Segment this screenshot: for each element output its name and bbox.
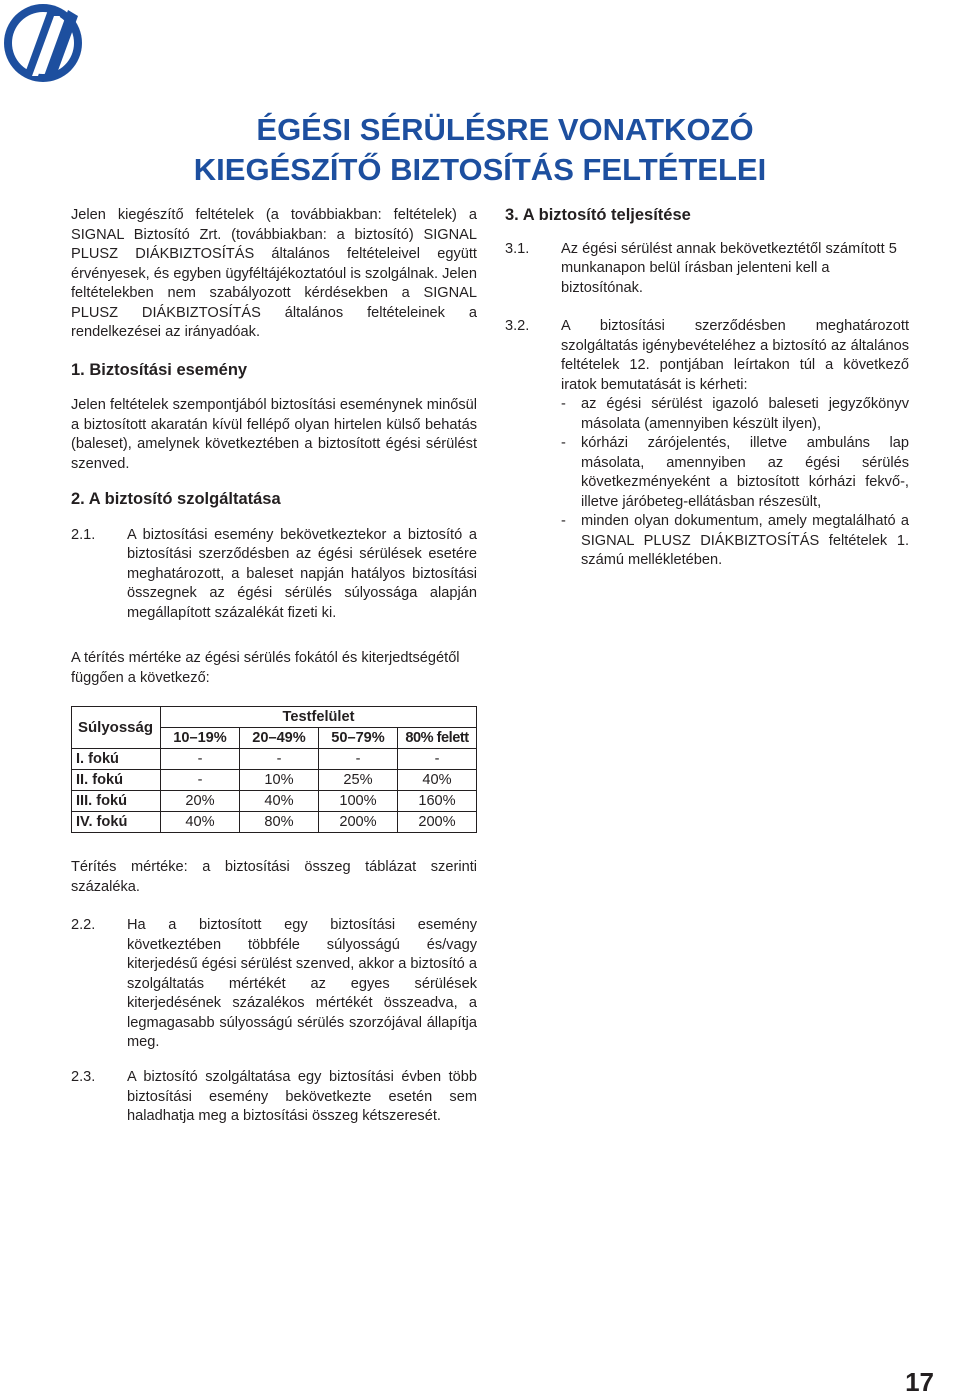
list-item [561,395,909,434]
table-cell: 40% [240,791,319,812]
signal-logo [2,2,84,84]
paragraph-number: 2.3. [71,1069,96,1085]
table-cell: - [161,749,240,770]
column-header: 20–49% [240,728,319,749]
paragraph-text: A biztosító szolgáltatása egy biztosítási évben több biztosítási esemény bekövetkezte esetén sem haladhatja meg a biztosítási összeg kétszeresét. [127,1069,477,1124]
paragraph-number: 3.1. [505,240,530,257]
right-column [505,206,909,571]
paragraph-2-2 [71,916,477,1053]
severity-header: Súlyosság [72,707,161,749]
column-header: 50–79% [319,728,398,749]
section-1-text: Jelen feltételek szempontjából biztosítási eseménynek minősül a biztosított akaratán kívül fellépő olyan hirtelen külső behatás (baleset), amelynek következtében a biztosított égési sérülést szenved. [71,397,477,472]
table-cell: - [319,749,398,770]
list-item-text: kórházi zárójelentés, illetve ambuláns lap másolata, amennyiben az égési sérülés következményeként a biztosított kórházi fekvő-, illetve járóbeteg-ellátásban részesült, [581,435,909,510]
bullet-dash: - [561,435,566,451]
paragraph-2-3 [71,1068,477,1127]
paragraph-3-2-body [561,317,909,571]
paragraph-2-1 [71,526,477,624]
list-item [561,434,909,512]
table-cell: 100% [319,791,398,812]
paragraph-3-2 [505,317,909,571]
paragraph-text: Az égési sérülést annak bekövetkeztétől számított 5 munkanapon belül írásban jelenteni kell a biztosítónak. [561,240,897,296]
paragraph-number: 2.2. [71,917,96,933]
section-2-heading: 2. A biztosító szolgáltatása [71,490,281,508]
table-row [72,812,477,833]
list-item-text: minden olyan dokumentum, amely megtalálható a SIGNAL PLUSZ DIÁKBIZTOSÍTÁS feltételek 1. számú mellékletében. [581,513,909,568]
paragraph-number: 2.1. [71,526,96,543]
table-row [72,791,477,812]
list-item-text: az égési sérülést igazoló baleseti jegyzőkönyv másolata (amennyiben készült ilyen), [581,396,909,432]
rate-note: Térítés mértéke: a biztosítási összeg táblázat szerinti százaléka. [71,859,477,895]
table-cell: - [398,749,477,770]
column-header: 80% felett [398,728,477,749]
row-label: I. fokú [72,749,161,770]
paragraph-text: A biztosítási esemény bekövetkeztekor a biztosító a biztosítási szerződésben az égési sérülések esetére meghatározott, a baleset napján hatályos biztosítási összegnek az égési sérülés súlyossága alapján megállapított százalékát fizeti ki. [127,526,477,621]
bullet-dash: - [561,513,566,529]
row-label: IV. fokú [72,812,161,833]
table-cell: 40% [398,770,477,791]
surface-header: Testfelület [161,707,477,728]
table-cell: 200% [398,812,477,833]
paragraph-number: 3.2. [505,318,530,334]
table-cell: 10% [240,770,319,791]
table-cell: 80% [240,812,319,833]
table-cell: 200% [319,812,398,833]
table-cell: 160% [398,791,477,812]
row-label: III. fokú [72,791,161,812]
column-header: 10–19% [161,728,240,749]
page-title [0,110,960,190]
row-label: II. fokú [72,770,161,791]
burn-rate-table [71,706,477,833]
section-3-heading: 3. A biztosító teljesítése [505,206,691,224]
title-line-2: KIEGÉSZÍTŐ BIZTOSÍTÁS FELTÉTELEI [193,152,767,187]
table-cell: - [240,749,319,770]
bullet-dash: - [561,396,566,412]
table-cell: 40% [161,812,240,833]
table-row [72,749,477,770]
page-number: 17 [905,1367,934,1397]
list-item [561,512,909,571]
table-cell: 25% [319,770,398,791]
paragraph-text: Ha a biztosított egy biztosítási esemény következtében többféle súlyosságú és/vagy kiterjedésű égési sérülést szenved, akkor a biztosító a szolgáltatás mértékét az egyes sérülések kiterjedésének százalékos mértékét összeadva, a legmagasabb súlyosságú sérülés szorzójával állapítja meg. [127,917,477,1050]
rate-intro: A térítés mértéke az égési sérülés fokától és kiterjedtségétől függően a következő: [71,650,460,686]
table-cell: - [161,770,240,791]
paragraph-text: A biztosítási szerződésben meghatározott szolgáltatás igénybevételéhez a biztosító az általános feltételek 12. pontjában leírtakon túl a következő iratok bemutatását is kérheti: [561,318,909,393]
title-line-1: ÉGÉSI SÉRÜLÉSRE VONATKOZÓ [256,112,754,147]
section-1-heading: 1. Biztosítási esemény [71,360,248,379]
paragraph-3-1 [505,240,909,299]
table-cell: 20% [161,791,240,812]
table-row [72,770,477,791]
left-column [71,206,477,623]
intro-paragraph: Jelen kiegészítő feltételek (a továbbiakban: feltételek) a SIGNAL Biztosító Zrt. (továbbiakban: a biztosító) SIGNAL PLUSZ DIÁKBIZTOSÍTÁS általános feltételeivel együtt érvényesek, és egyben ügyféltájékoztatóul is szolgálnak. Jelen feltételekben nem szabályozott kérdésekben a SIGNAL PLUSZ DIÁKBIZTOSÍTÁS általános feltételeinek a rendelkezései az irányadóak. [71,207,477,340]
